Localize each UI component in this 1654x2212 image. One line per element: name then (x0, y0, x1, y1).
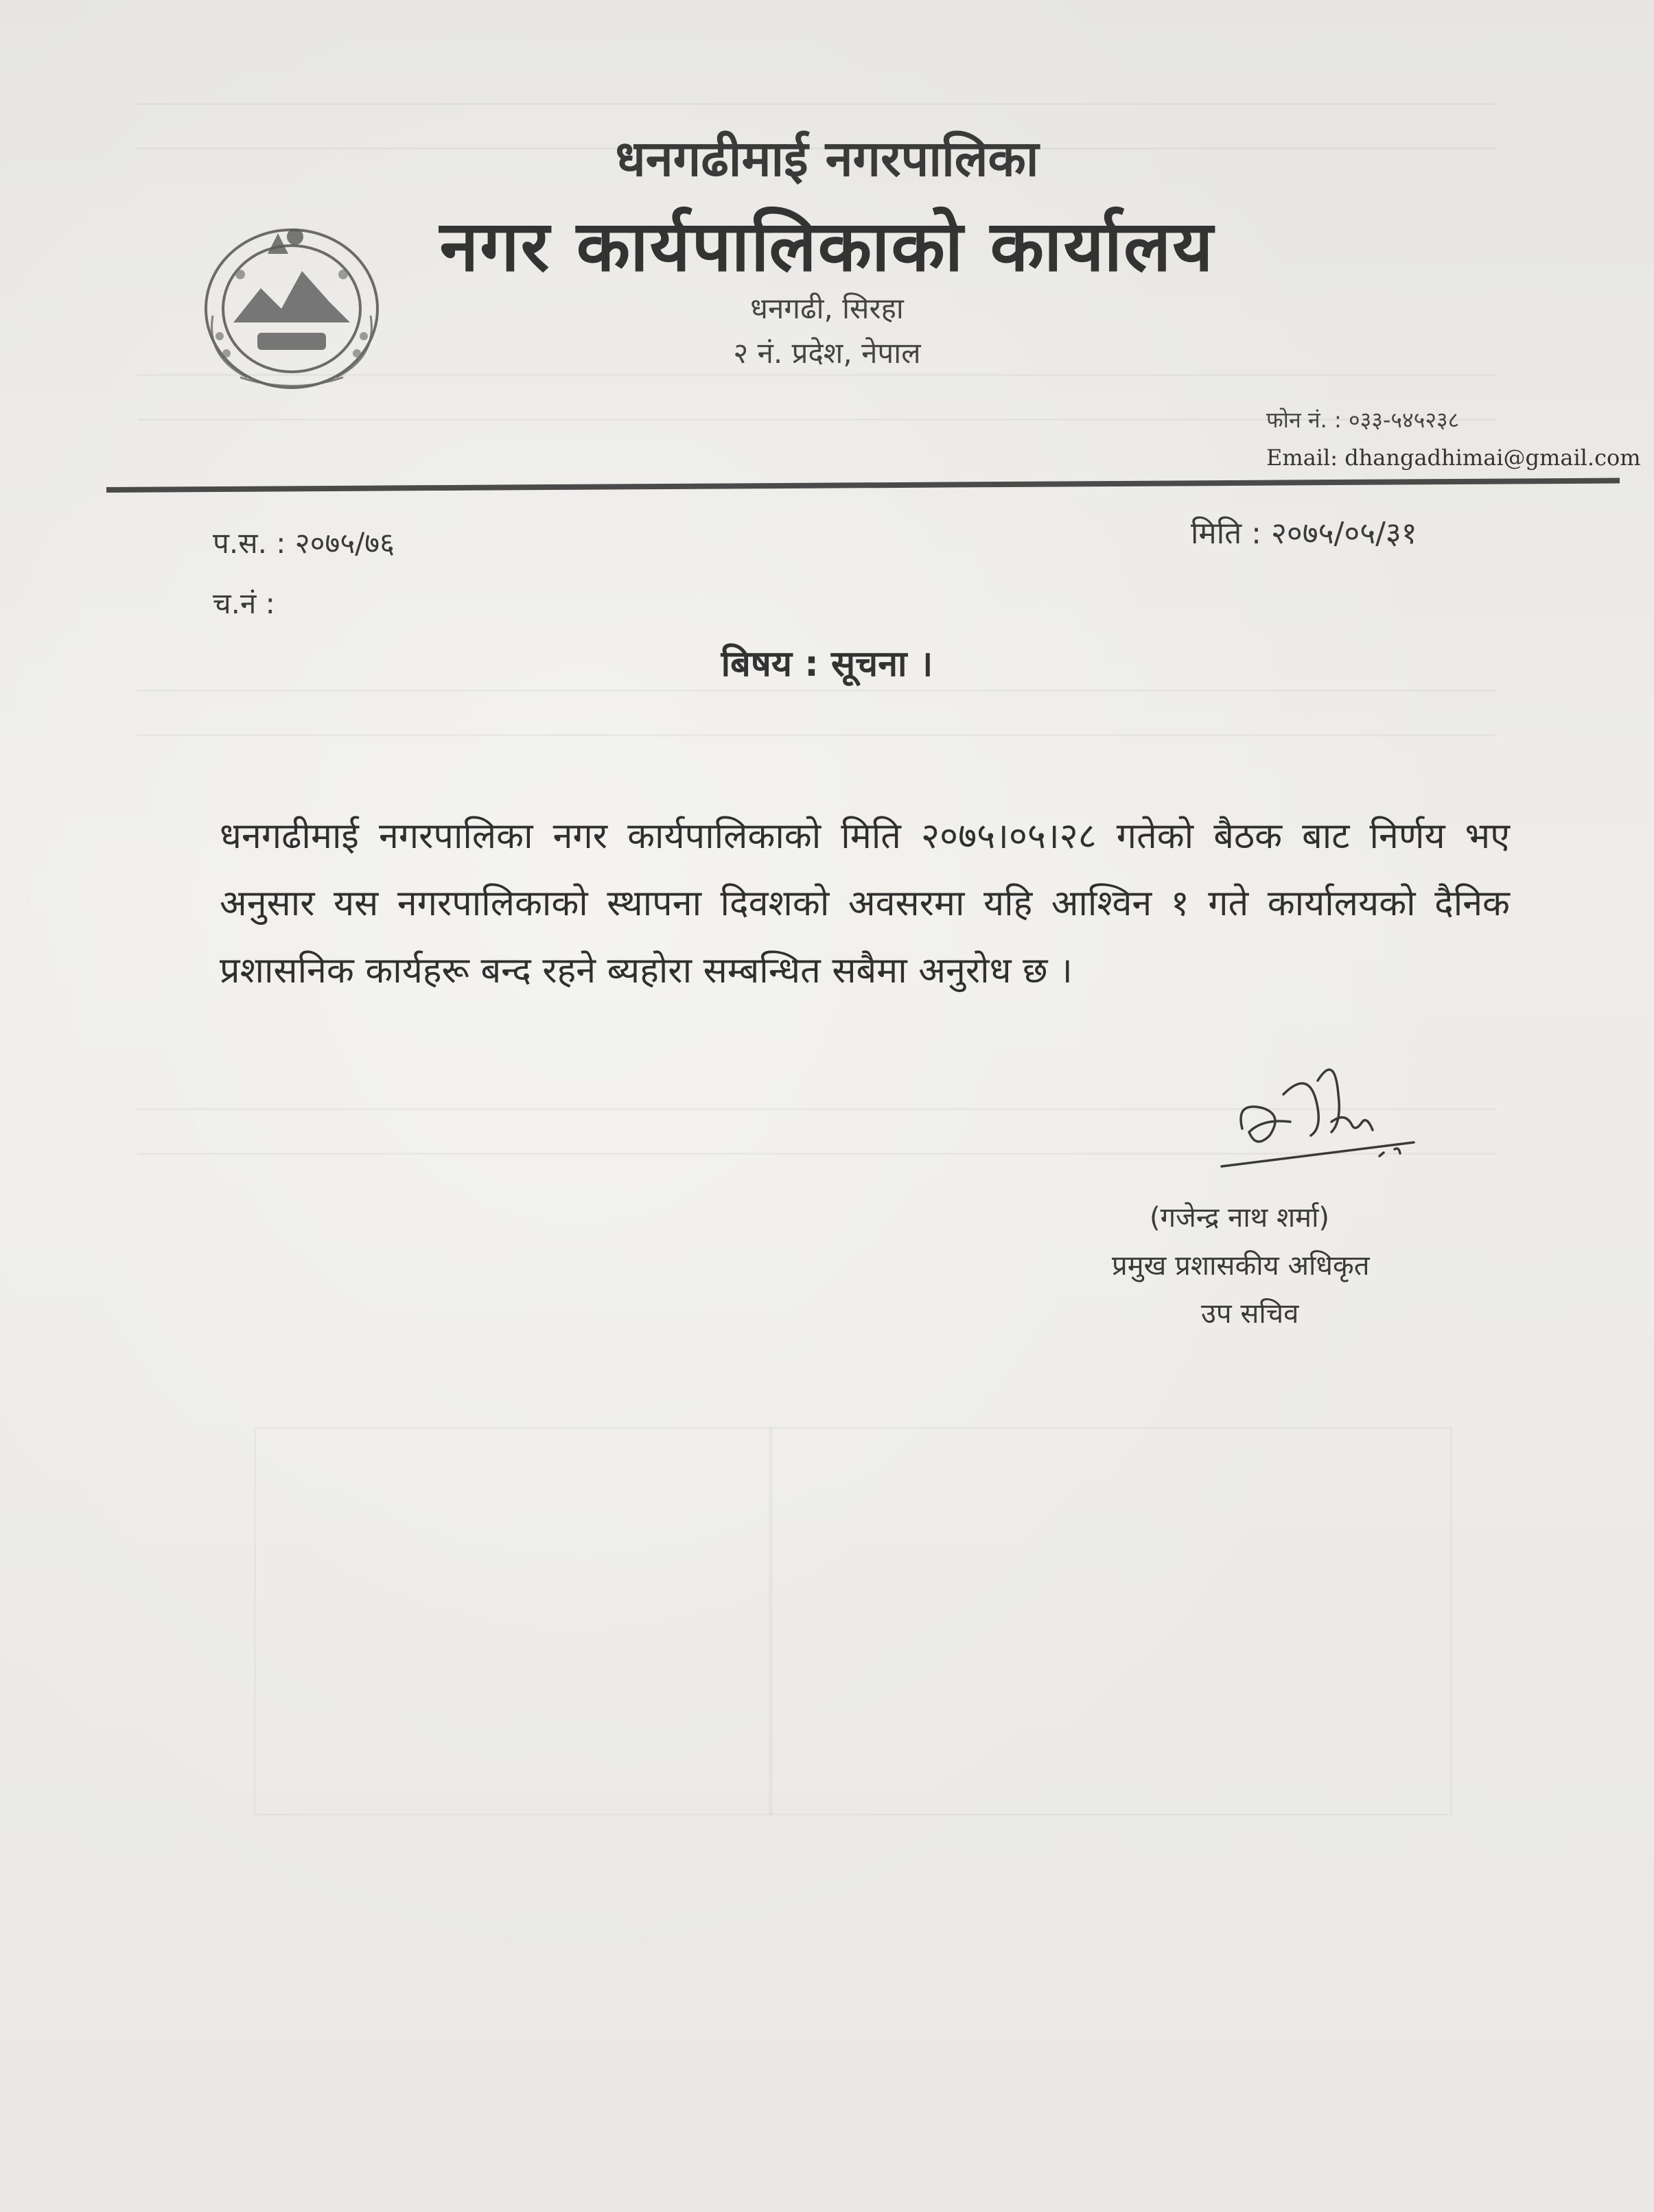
notice-body: धनगढीमाई नगरपालिका नगर कार्यपालिकाको मिति २०७५।०५।२८ गतेको बैठक बाट निर्णय भए अनुसार यस नगरपालिकाको स्थापना दिवशको अवसरमा यहि आश्विन १ गते कार्यालयको दैनिक प्रशासनिक कार्यहरू बन्द रहने ब्यहोरा सम्बन्धित सबैमा अनुरोध छ । (220, 816, 1510, 991)
bleed-table (254, 1427, 1452, 1815)
letter-reference-number: प.स. : २०७५/७६ (213, 526, 395, 560)
handwritten-signature-icon (1215, 1053, 1421, 1190)
bleed-line (137, 734, 1496, 736)
office-title: नगर कार्यपालिकाको कार्यालय (439, 206, 1215, 287)
organization-name: धनगढीमाई नगरपालिका (615, 130, 1039, 187)
letter-date: मिति : २०७५/०५/३१ (1191, 516, 1417, 551)
address-line-1: धनगढी, सिरहा (750, 292, 904, 325)
phone-number: फोन नं. : ०३३-५४५२३८ (1266, 407, 1460, 433)
signatory-name: (गजेन्द्र नाथ शर्मा) (1150, 1202, 1330, 1234)
signatory-rank: उप सचिव (1201, 1298, 1299, 1330)
bleed-table-divider (769, 1427, 773, 1815)
bleed-line (137, 690, 1496, 692)
email-address: Email: dhangadhimai@gmail.com (1266, 445, 1641, 471)
signatory-title: प्रमुख प्रशासकीय अधिकृत (1112, 1250, 1370, 1282)
dispatch-number: च.नं : (213, 587, 275, 620)
header-divider (106, 478, 1620, 493)
bleed-line (137, 103, 1496, 105)
address-line-2: २ नं. प्रदेश, नेपाल (733, 336, 921, 370)
subject-line: बिषय : सूचना । (721, 644, 933, 685)
